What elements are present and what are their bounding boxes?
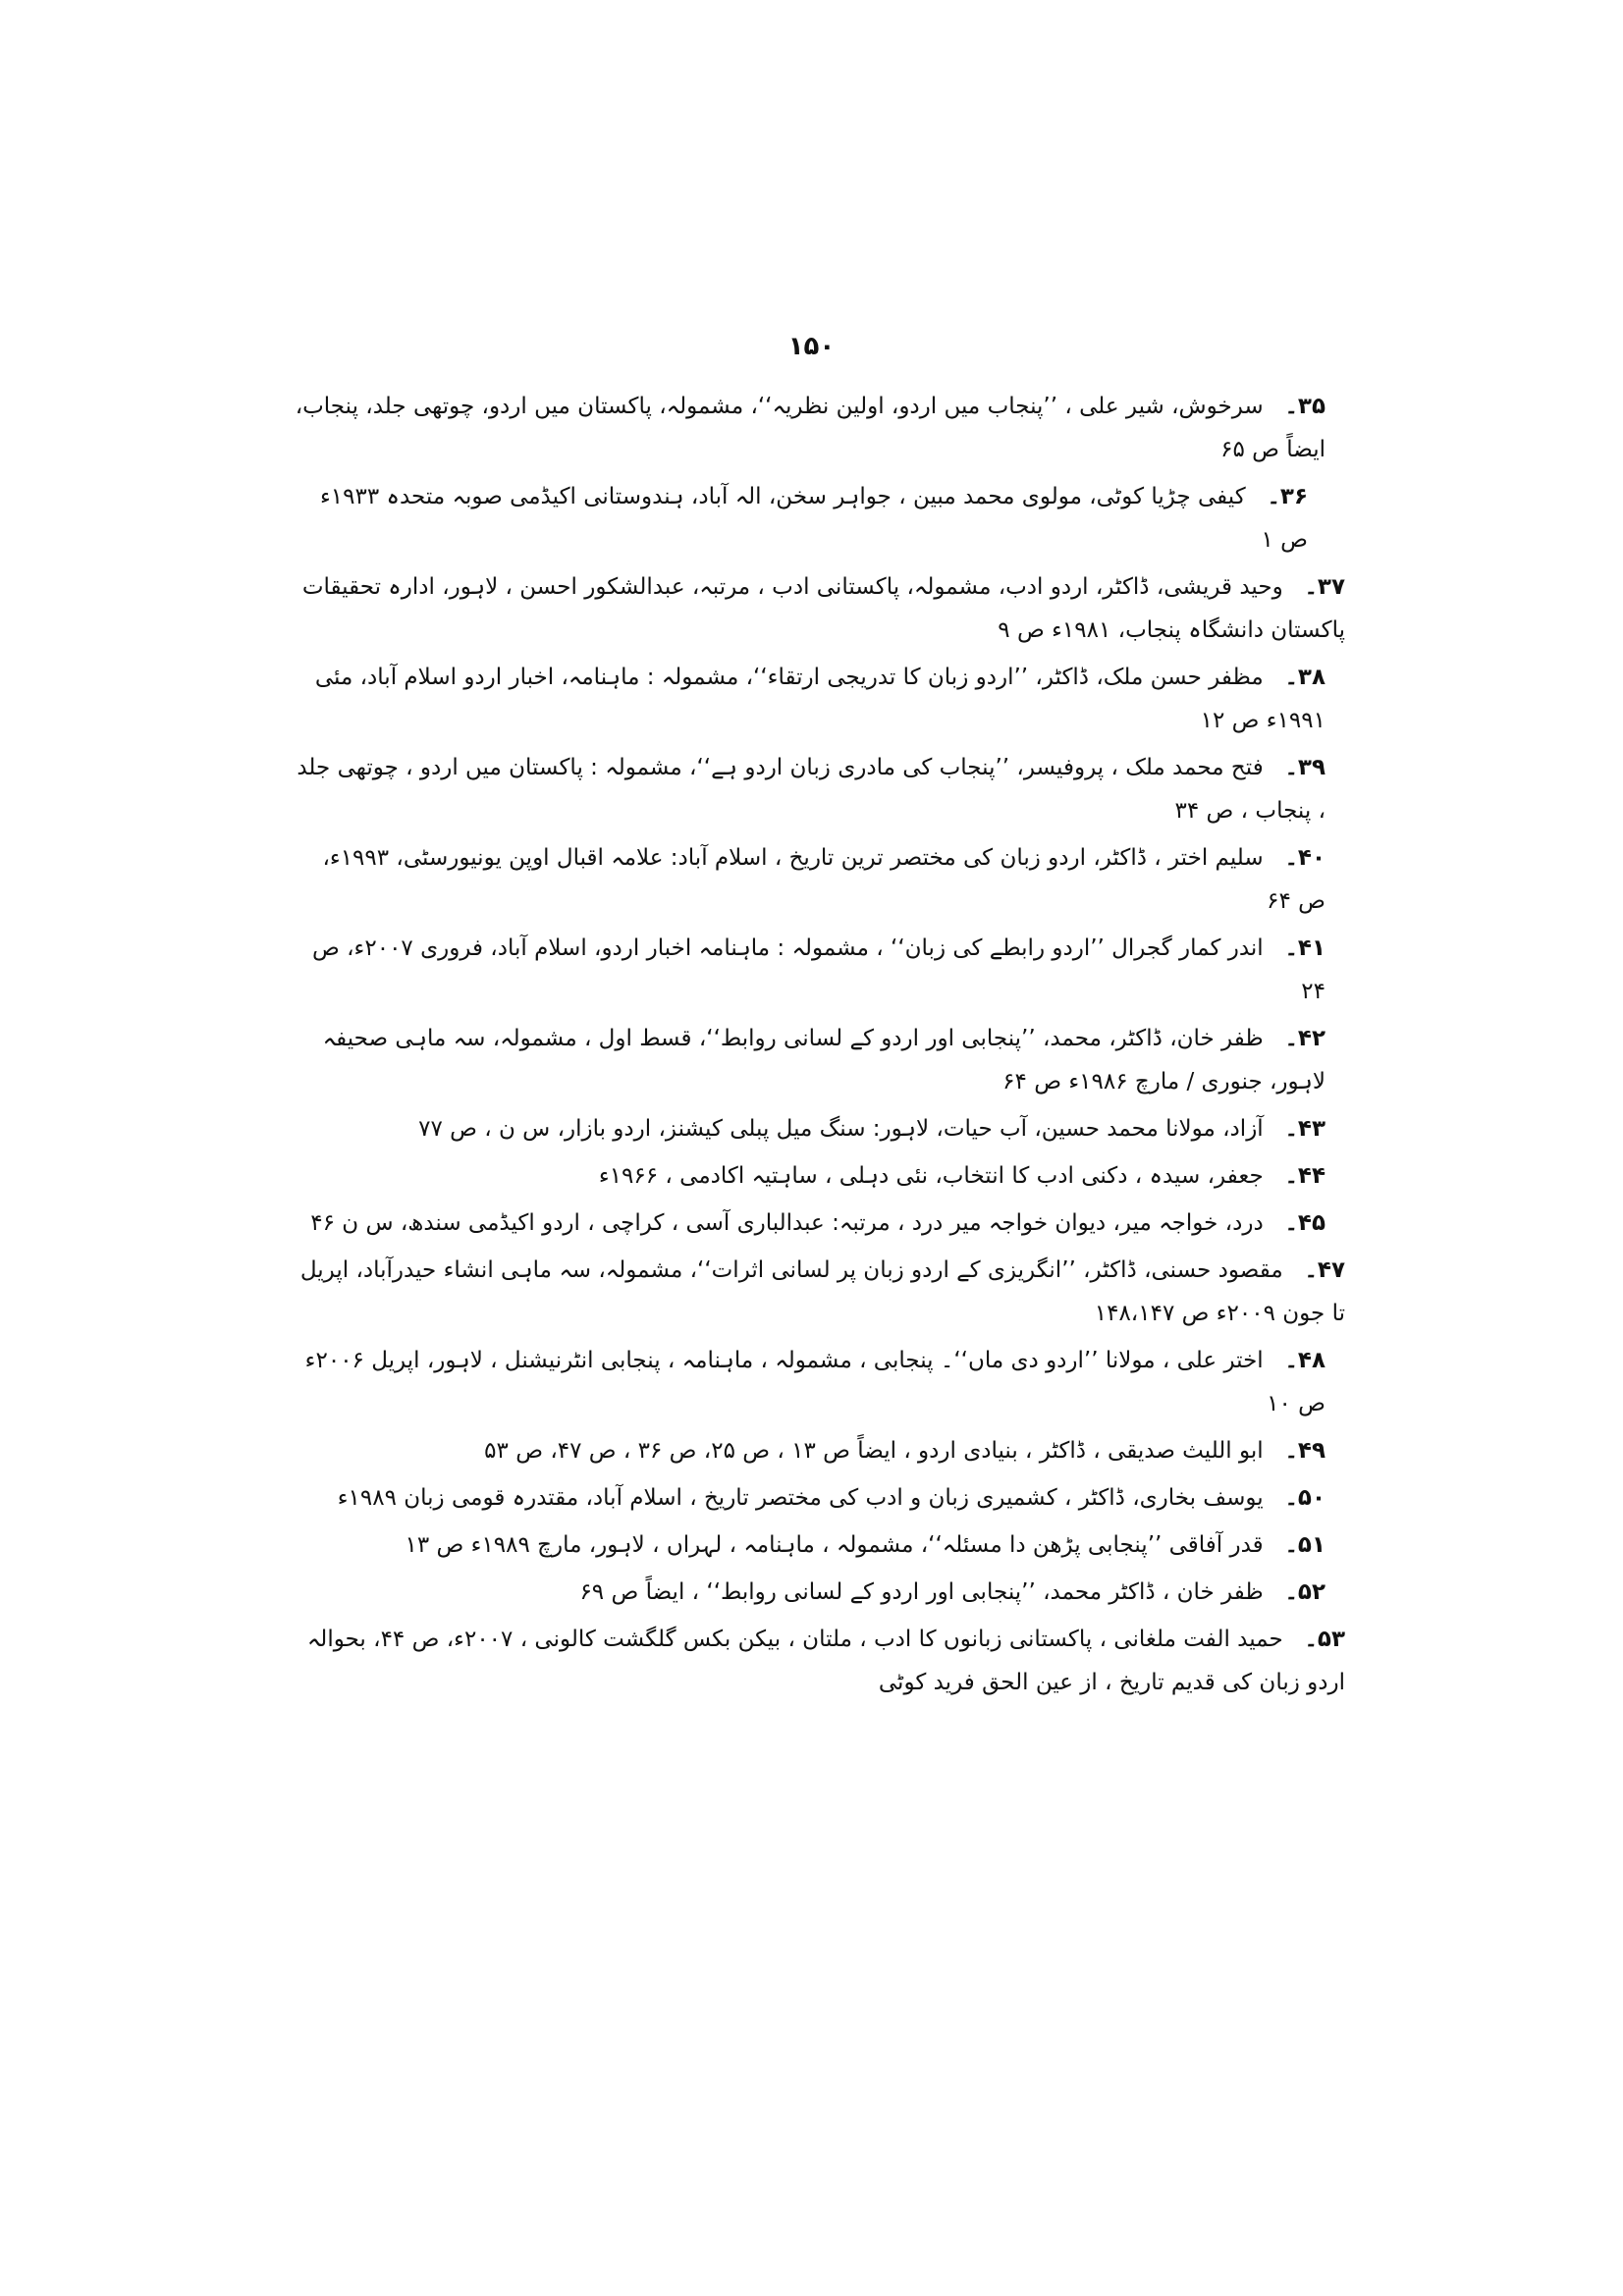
footnote-text: مقصود حسنی، ڈاکٹر، ’’انگریزی کے اردو زبان پر لسانی اثرات‘‘، مشمولہ، سہ ماہی انشاء حیدرآباد، اپریل تا جون ۲۰۰۹ء ص ۱۴۸،۱۴۷: [299, 1257, 1345, 1326]
page-number: ۱۵۰: [787, 332, 836, 361]
footnote-number: ۵۲۔: [1284, 1579, 1325, 1605]
footnote-number: ۴۳۔: [1284, 1116, 1325, 1142]
footnote-44: [295, 1154, 1325, 1198]
footnotes-list: [295, 385, 1345, 1708]
footnote-text: آزاد، مولانا محمد حسین، آب حیات، لاہور: سنگ میل پبلی کیشنز، اردو بازار، س ن ، ص ۷۷: [418, 1116, 1264, 1142]
footnote-text: ظفر خان ، ڈاکٹر محمد، ’’پنجابی اور اردو کے لسانی روابط‘‘ ، ایضاً ص ۶۹: [579, 1579, 1264, 1605]
footnote-36: [295, 475, 1325, 561]
footnote-39: [295, 746, 1325, 832]
footnote-text: مظفر حسن ملک، ڈاکٹر، ’’اردو زبان کا تدریجی ارتقاء‘‘، مشمولہ : ماہنامہ، اخبار اردو اسلام آباد، مئی ۱۹۹۱ء ص ۱۲: [314, 665, 1325, 733]
footnote-text: ظفر خان، ڈاکٹر، محمد، ’’پنجابی اور اردو کے لسانی روابط‘‘، قسط اول ، مشمولہ، سہ ماہی صحیفہ لاہور، جنوری / مارچ ۱۹۸۶ء ص ۶۴: [322, 1026, 1325, 1095]
footnote-number: ۴۵۔: [1284, 1210, 1325, 1236]
footnote-number: ۳۸۔: [1284, 665, 1325, 690]
footnote-38: [295, 656, 1325, 742]
footnote-text: سرخوش، شیر علی ، ’’پنجاب میں اردو، اولین نظریہ‘‘، مشمولہ، پاکستان میں اردو، چوتھی جلد، پنجاب، ایضاً ص ۶۵: [295, 394, 1325, 462]
footnote-51: [295, 1523, 1325, 1567]
footnote-text: حمید الفت ملغانی ، پاکستانی زبانوں کا ادب ، ملتان ، بیکن بکس گلگشت کالونی ، ۲۰۰۷ء، ص ۴۴، بحوالہ اردو زبان کی قدیم تاریخ ، از عین الحق فرید کوٹی: [306, 1627, 1345, 1695]
footnote-text: اندر کمار گجرال ’’اردو رابطے کی زبان‘‘ ، مشمولہ : ماہنامہ اخبار اردو، اسلام آباد، فروری ۲۰۰۷ء، ص ۲۴: [312, 935, 1325, 1004]
footnote-47: [295, 1249, 1345, 1335]
footnote-text: وحید قریشی، ڈاکٹر، اردو ادب، مشمولہ، پاکستانی ادب ، مرتبہ، عبدالشکور احسن ، لاہور، ادارہ تحقیقات پاکستان دانشگاہ پنجاب، ۱۹۸۱ء ص ۹: [301, 574, 1345, 643]
footnote-number: ۴۴۔: [1284, 1163, 1325, 1189]
footnote-52: [295, 1571, 1325, 1614]
footnote-40: [295, 836, 1325, 923]
footnote-35: [295, 385, 1325, 471]
footnote-number: ۳۵۔: [1284, 394, 1325, 419]
footnote-53: [295, 1618, 1345, 1704]
footnote-number: ۴۸۔: [1284, 1348, 1325, 1373]
footnote-number: ۴۱۔: [1284, 935, 1325, 961]
footnote-text: یوسف بخاری، ڈاکٹر ، کشمیری زبان و ادب کی مختصر تاریخ ، اسلام آباد، مقتدرہ قومی زبان ۱۹۸۹ء: [337, 1485, 1264, 1511]
footnote-text: کیفی چڑیا کوٹی، مولوی محمد مبین ، جواہر سخن، الہ آباد، ہندوستانی اکیڈمی صوبہ متحدہ ۱۹۳۳ء ص ۱: [319, 484, 1308, 553]
footnote-number: ۴۰۔: [1284, 845, 1325, 871]
footnote-number: ۵۱۔: [1284, 1532, 1325, 1558]
footnote-number: ۴۷۔: [1304, 1257, 1345, 1283]
footnote-37: [295, 565, 1345, 652]
footnote-number: ۵۳۔: [1304, 1627, 1345, 1652]
footnote-number: ۴۲۔: [1284, 1026, 1325, 1051]
footnote-text: درد، خواجہ میر، دیوان خواجہ میر درد ، مرتبہ: عبدالباری آسی ، کراچی ، اردو اکیڈمی سندھ، س ن ۴۶: [310, 1210, 1264, 1236]
footnote-text: قدر آفاقی ’’پنجابی پڑھن دا مسئلہ‘‘، مشمولہ ، ماہنامہ ، لہراں ، لاہور، مارچ ۱۹۸۹ء ص ۱۳: [405, 1532, 1264, 1558]
footnote-number: ۳۶۔: [1267, 484, 1308, 509]
footnote-50: [295, 1476, 1325, 1520]
footnote-42: [295, 1017, 1325, 1103]
footnote-49: [295, 1429, 1325, 1472]
footnote-number: ۳۹۔: [1284, 755, 1325, 780]
footnote-text: فتح محمد ملک ، پروفیسر، ’’پنجاب کی مادری زبان اردو ہے‘‘، مشمولہ : پاکستان میں اردو ، چوتھی جلد ، پنجاب ، ص ۳۴: [297, 755, 1325, 824]
footnote-number: ۴۹۔: [1284, 1438, 1325, 1464]
footnote-text: جعفر، سیدہ ، دکنی ادب کا انتخاب، نئی دہلی ، ساہتیہ اکادمی ، ۱۹۶۶ء: [598, 1163, 1264, 1189]
footnote-text: اختر علی ، مولانا ’’اردو دی ماں‘‘۔ پنجابی ، مشمولہ ، ماہنامہ ، پنجابی انٹرنیشنل ، لاہور، اپریل ۲۰۰۶ء ص ۱۰: [304, 1348, 1325, 1416]
footnote-45: [295, 1201, 1325, 1245]
footnote-48: [295, 1339, 1325, 1425]
footnote-43: [295, 1107, 1325, 1150]
footnote-text: سلیم اختر ، ڈاکٹر، اردو زبان کی مختصر ترین تاریخ ، اسلام آباد: علامہ اقبال اوپن یونیورسٹی، ۱۹۹۳ء، ص ۶۴: [322, 845, 1325, 914]
footnote-text: ابو اللیث صدیقی ، ڈاکٹر ، بنیادی اردو ، ایضاً ص ۱۳ ، ص ۲۵، ص ۳۶ ، ص ۴۷، ص ۵۳: [484, 1438, 1264, 1464]
footnote-number: ۳۷۔: [1304, 574, 1345, 600]
footnote-41: [295, 927, 1325, 1013]
footnote-number: ۵۰۔: [1284, 1485, 1325, 1511]
